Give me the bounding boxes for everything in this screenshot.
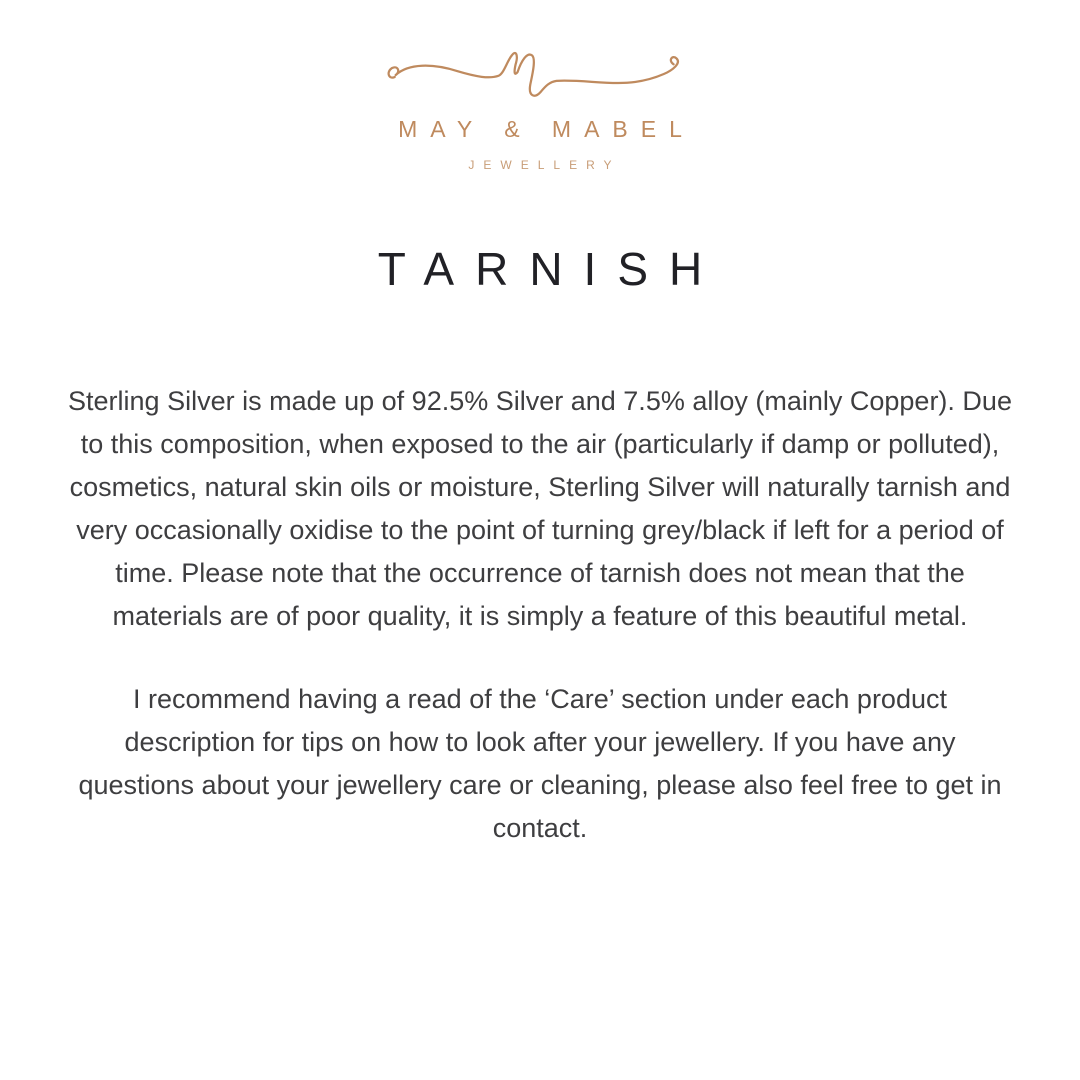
page-title: TARNISH xyxy=(377,243,724,295)
brand-tagline: JEWELLERY xyxy=(468,158,621,172)
article-body xyxy=(64,380,1016,850)
m-flourish-icon xyxy=(382,36,698,114)
brand-logo xyxy=(0,0,1080,172)
brand-name: MAY & MABEL xyxy=(398,116,695,142)
paragraph-tarnish-explanation: Sterling Silver is made up of 92.5% Silver and 7.5% alloy (mainly Copper). Due to this composition, when exposed to the air (particularly if damp or polluted), cosmetics, natural skin oils or moisture, Sterling Silver will naturally tarnish and very occasionally oxidise to the point of turning grey/black if left for a period of time. Please note that the occurrence of tarnish does not mean that the materials are of poor quality, it is simply a feature of this beautiful metal. xyxy=(68,386,1012,631)
paragraph-care-recommendation: I recommend having a read of the ‘Care’ section under each product description for tips on how to look after your jewellery. If you have any questions about your jewellery care or cleaning, please also feel free to get in contact. xyxy=(78,684,1002,843)
